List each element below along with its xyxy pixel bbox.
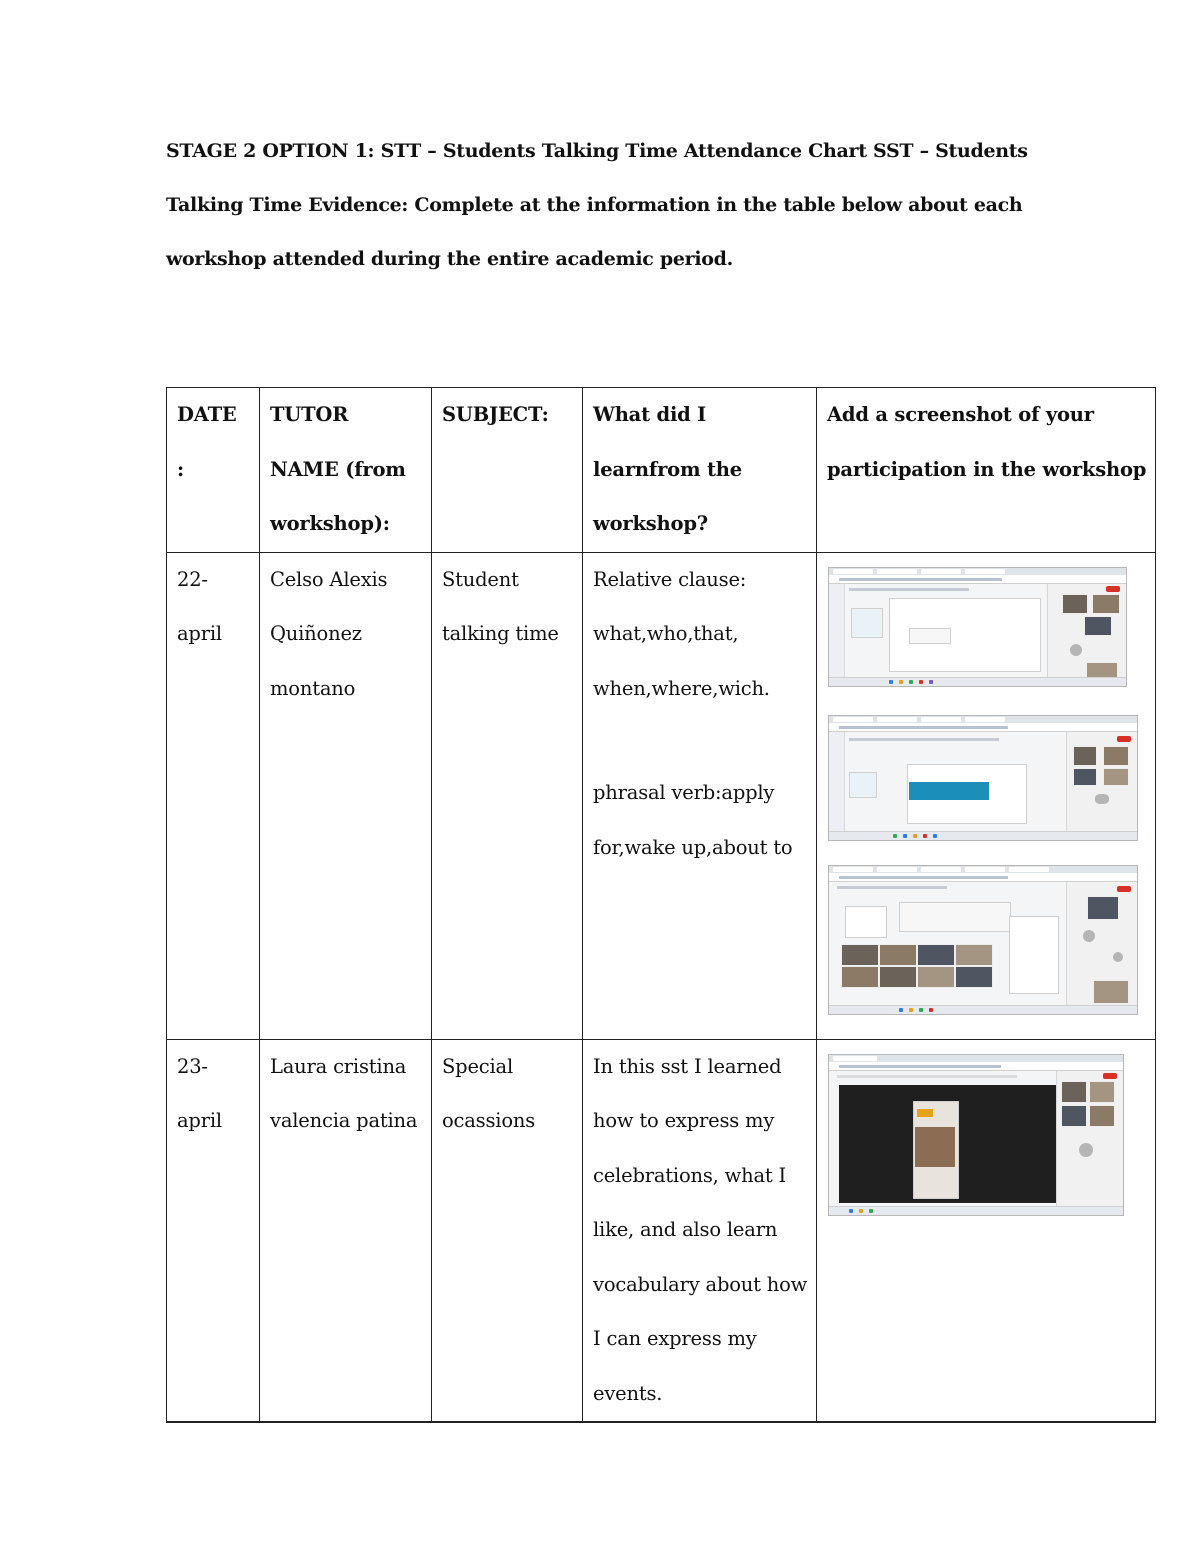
header-date: DATE : [167, 388, 260, 553]
header-tutor-name: TUTOR NAME (from workshop): [260, 388, 432, 553]
screenshot-cell [817, 552, 1156, 1039]
video-call-screenshot [828, 715, 1138, 841]
heading-line: STAGE 2 OPTION 1: STT – Students Talking Time Attendance Chart SST – Students [166, 140, 1028, 162]
learned-cell: In this sst I learned how to express my celebrations, what I like, and also learn vocabulary about how I can express my events. [583, 1039, 817, 1422]
subject-cell: Special ocassions [432, 1039, 583, 1422]
table-row [167, 552, 1156, 1039]
heading-line: Talking Time Evidence: Complete at the information in the table below about each [166, 194, 1023, 216]
learned-cell: Relative clause: what,who,that, when,where,wich. phrasal verb:apply for,wake up,about to [583, 552, 817, 1039]
header-learned: What did I learnfrom the workshop? [583, 388, 817, 553]
header-subject: SUBJECT: [432, 388, 583, 553]
date-cell: 22- april [167, 552, 260, 1039]
instructions-heading [166, 124, 1066, 286]
screenshot-cell [817, 1039, 1156, 1422]
table-row [167, 1039, 1156, 1422]
video-call-screenshot [828, 567, 1127, 687]
attendance-table [166, 387, 1156, 1423]
video-call-screenshot [828, 1054, 1124, 1216]
subject-cell: Student talking time [432, 552, 583, 1039]
heading-line: workshop attended during the entire academic period. [166, 248, 733, 270]
tutor-cell: Laura cristina valencia patina [260, 1039, 432, 1422]
table-header-row [167, 388, 1156, 553]
video-call-screenshot [828, 865, 1138, 1015]
date-cell: 23- april [167, 1039, 260, 1422]
tutor-cell: Celso Alexis Quiñonez montano [260, 552, 432, 1039]
header-screenshot: Add a screenshot of your participation in the workshop [817, 388, 1156, 553]
